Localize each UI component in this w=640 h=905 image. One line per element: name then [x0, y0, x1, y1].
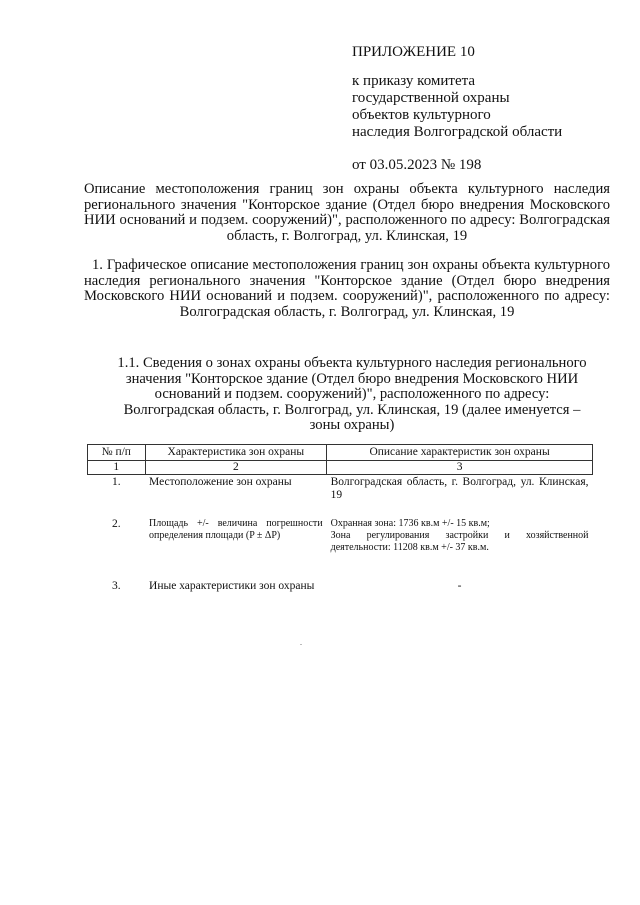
row-number: 2.	[111, 518, 121, 530]
appendix-line: наследия Волгоградской области	[352, 124, 563, 140]
description-line: Охранная зона: 1736 кв.м +/- 15 кв.м;	[330, 518, 490, 529]
row-description: -	[457, 580, 462, 592]
header-characteristic: Характеристика зон охраны	[145, 445, 327, 461]
zones-table	[87, 444, 593, 621]
row-characteristic: Местоположение зон охраны	[149, 476, 292, 488]
table-row	[88, 475, 593, 518]
document-heading: Описание местоположения границ зон охраны объекта культурного наследия регионального значения "Конторское здание (Отдел бюро внедрения Московского НИИ оснований и подзем. сооружений)", расположенного по адресу: Волгоградская область, г. Волгоград, ул. Клинская, 19	[84, 181, 610, 244]
appendix-date: от 03.05.2023 № 198	[352, 157, 482, 173]
row-characteristic: Иные характеристики зон охраны	[149, 580, 315, 592]
scan-dot	[300, 644, 302, 645]
column-number: 3	[327, 461, 593, 475]
table-row	[88, 517, 593, 579]
appendix-line: объектов культурного	[352, 107, 491, 123]
section-1-text: 1. Графическое описание местоположения границ зон охраны объекта культурного наследия регионального значения "Конторское здание (Отдел бюро внедрения Московского НИИ оснований и подзем. сооружений)", расположенного по адресу: Волгоградская область, г. Волгоград, ул. Клинская, 19	[84, 257, 610, 320]
column-number: 2	[145, 461, 327, 475]
appendix-title: ПРИЛОЖЕНИЕ 10	[352, 44, 475, 60]
subsection-1-1-text: 1.1. Сведения о зонах охраны объекта культурного наследия регионального значения "Конторское здание (Отдел бюро внедрения Московского НИИ оснований и подзем. сооружений)", расположенного по адресу: Волгоградская область, г. Волгоград, ул. Клинская, 19 (далее именуется – зоны охраны)	[117, 355, 587, 433]
row-number: 3.	[111, 580, 121, 592]
table-header-row	[88, 445, 593, 461]
table-row	[88, 579, 593, 621]
appendix-line: к приказу комитета	[352, 73, 476, 89]
appendix-line: государственной охраны	[352, 90, 510, 106]
row-characteristic: Площадь +/- величина погрешности определения площади (P ± ΔP)	[149, 518, 323, 541]
row-number: 1.	[111, 476, 121, 488]
header-number: № п/п	[88, 445, 146, 461]
appendix-block	[352, 44, 622, 174]
description-line: Зона регулирования застройки и хозяйственной деятельности: 11208 кв.м +/- 37 кв.м.	[330, 530, 589, 553]
column-number: 1	[88, 461, 146, 475]
row-description: Волгоградская область, г. Волгоград, ул. Клинская, 19	[330, 476, 589, 501]
row-description	[327, 517, 593, 579]
table-column-numbers-row	[88, 461, 593, 475]
header-description: Описание характеристик зон охраны	[327, 445, 593, 461]
